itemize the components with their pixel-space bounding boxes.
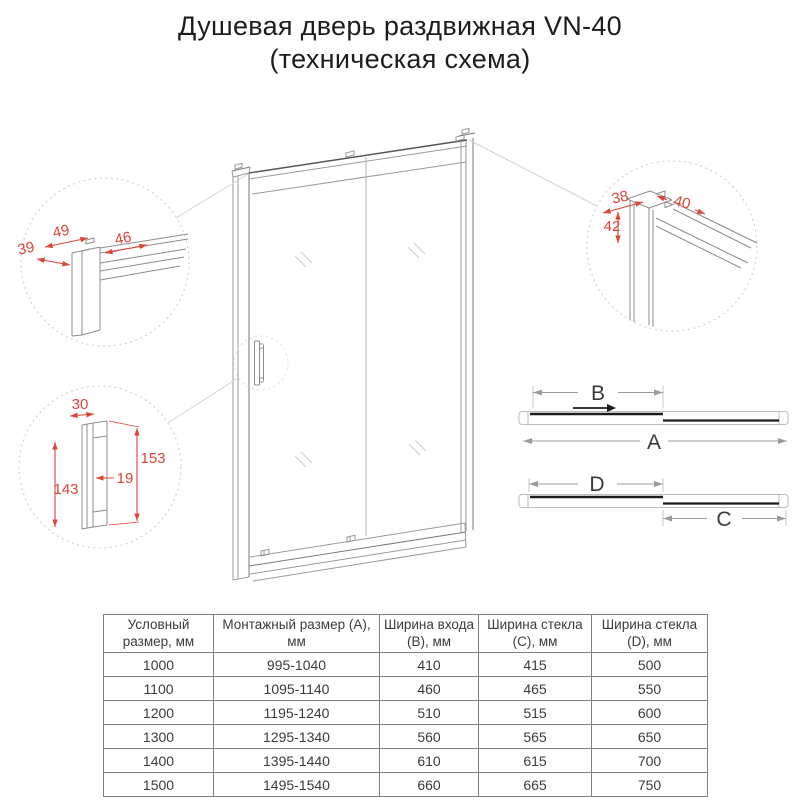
- table-row: [104, 677, 708, 701]
- dim-label-d: D: [589, 473, 605, 496]
- table-cell: 610: [380, 749, 479, 773]
- table-cell: 550: [592, 677, 708, 701]
- table-cell: 1000: [104, 653, 214, 677]
- dim-46: 46: [113, 228, 133, 249]
- column-header: Ширина стекла (D), мм: [592, 615, 708, 653]
- table-cell: 1095-1140: [214, 677, 380, 701]
- table-cell: 615: [479, 749, 592, 773]
- table-cell: 1495-1540: [214, 773, 380, 797]
- table-cell: 560: [380, 725, 479, 749]
- table-cell: 650: [592, 725, 708, 749]
- dim-label-b: B: [590, 382, 606, 405]
- leader-line-handle: [168, 378, 238, 423]
- table-row: [104, 701, 708, 725]
- plan-bottom-rail: [519, 473, 788, 531]
- page-title-line1: Душевая дверь раздвижная VN-40: [178, 11, 622, 41]
- size-table-body: [104, 653, 708, 797]
- table-cell: 465: [479, 677, 592, 701]
- table-cell: 995-1040: [214, 653, 380, 677]
- table-cell: 515: [479, 701, 592, 725]
- table-cell: 600: [592, 701, 708, 725]
- dim-38: 38: [610, 187, 630, 208]
- dim-40: 40: [671, 192, 693, 213]
- table-cell: 510: [380, 701, 479, 725]
- column-header: Ширина стекла (С), мм: [479, 615, 592, 653]
- dim-49: 49: [51, 221, 71, 242]
- door-drawing: [232, 128, 475, 581]
- column-header: Ширина входа (В), мм: [380, 615, 479, 653]
- table-row: [104, 749, 708, 773]
- dim-30: 30: [71, 396, 89, 413]
- table-cell: 1295-1340: [214, 725, 380, 749]
- dim-19: 19: [116, 470, 134, 487]
- table-cell: 1195-1240: [214, 701, 380, 725]
- table-row: [104, 773, 708, 797]
- dim-label-c: C: [716, 508, 732, 531]
- glass-marks: [295, 243, 426, 467]
- table-cell: 565: [479, 725, 592, 749]
- detail-wall-corner: [16, 222, 188, 336]
- table-cell: 1395-1440: [214, 749, 380, 773]
- size-table: [103, 614, 708, 797]
- table-row: [104, 653, 708, 677]
- page-title-line2: (техническая схема): [269, 43, 531, 74]
- column-header: Условный размер, мм: [104, 615, 214, 653]
- table-cell: 1200: [104, 701, 214, 725]
- table-cell: 500: [592, 653, 708, 677]
- table-cell: 1100: [104, 677, 214, 701]
- table-cell: 750: [592, 773, 708, 797]
- dim-label-a: A: [646, 431, 662, 454]
- detail-handle: [53, 396, 165, 529]
- leader-line-rail-corner: [469, 140, 597, 206]
- table-cell: 660: [380, 773, 479, 797]
- plan-top-rail: [519, 382, 788, 454]
- column-header: Монтажный размер (А), мм: [214, 615, 380, 653]
- top-rail: [249, 135, 467, 194]
- size-table-header-row: [104, 615, 708, 653]
- detail-rail-corner: [603, 188, 757, 327]
- door-handle[interactable]: [255, 341, 264, 385]
- table-cell: 415: [479, 653, 592, 677]
- table-cell: 1400: [104, 749, 214, 773]
- table-cell: 700: [592, 749, 708, 773]
- detail-circle-handle: [19, 386, 181, 548]
- dim-143: 143: [53, 481, 79, 498]
- detail-circle-rail-corner: [587, 161, 757, 331]
- dim-42: 42: [603, 218, 621, 235]
- table-cell: 1300: [104, 725, 214, 749]
- table-cell: 1500: [104, 773, 214, 797]
- table-cell: 665: [479, 773, 592, 797]
- table-cell: 460: [380, 677, 479, 701]
- bottom-rail: [249, 523, 466, 581]
- table-cell: 410: [380, 653, 479, 677]
- dim-153: 153: [140, 450, 166, 467]
- leader-line-wall-corner: [176, 174, 248, 218]
- plan-schematic: [519, 382, 788, 531]
- dim-39: 39: [16, 238, 36, 259]
- wall-profile-left: [232, 163, 250, 580]
- right-frame: [459, 128, 475, 533]
- table-row: [104, 725, 708, 749]
